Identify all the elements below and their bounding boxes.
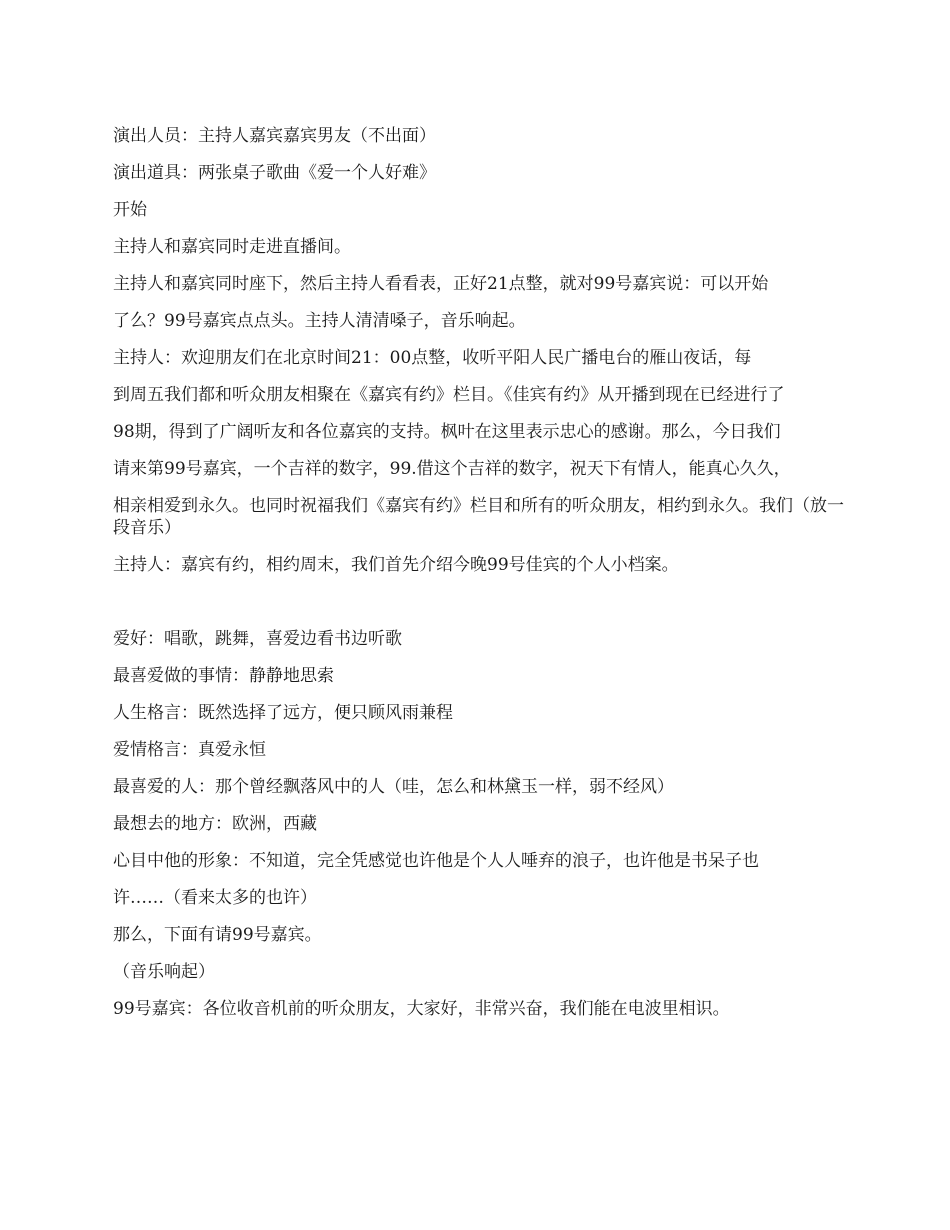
paragraph-enter-studio: 主持人和嘉宾同时走进直播间。 [113,237,351,257]
paragraph-guest-greeting: 99号嘉宾：各位收音机前的听众朋友，大家好，非常兴奋，我们能在电波里相识。 [113,999,730,1019]
paragraph-program-intro: 到周五我们都和听众朋友相聚在《嘉宾有约》栏目。《佳宾有约》从开播到现在已经进行了 [113,385,785,405]
paragraph-dream-destination: 最想去的地方：欧洲，西藏 [113,814,317,834]
paragraph-cast: 演出人员：主持人嘉宾嘉宾男友（不出面） [113,126,436,146]
paragraph-favorite-person: 最喜爱的人：那个曾经飘落风中的人（哇，怎么和林黛玉一样，弱不经风） [113,777,674,797]
paragraph-ideal-image: 心目中他的形象：不知道，完全凭感觉也许他是个人人唾弃的浪子，也许他是书呆子也 [113,851,759,871]
paragraph-profile-intro: 主持人：嘉宾有约，相约周末，我们首先介绍今晚99号佳宾的个人小档案。 [113,555,679,575]
paragraph-guest-99: 请来第99号嘉宾，一个吉祥的数字，99.借这个吉祥的数字，祝天下有情人，能真心久久， [113,459,791,479]
paragraph-sit-down: 主持人和嘉宾同时座下，然后主持人看看表，正好21点整，就对99号嘉宾说：可以开始 [113,274,769,294]
paragraph-maybe: 许……（看来太多的也许） [113,888,317,908]
paragraph-start: 开始 [113,200,147,220]
paragraph-favorite-activity: 最喜爱做的事情：静静地思索 [113,666,334,686]
paragraph-episode-count: 98期，得到了广阔听友和各位嘉宾的支持。枫叶在这里表示忠心的感谢。那么，今日我们 [113,422,781,442]
paragraph-invite-guest: 那么，下面有请99号嘉宾。 [113,925,322,945]
paragraph-music-start: 了么？99号嘉宾点点头。主持人清清嗓子，音乐响起。 [113,311,526,331]
paragraph-music-cue: （音乐响起） [113,962,215,982]
blank-line [113,591,848,613]
paragraph-host-welcome: 主持人：欢迎朋友们在北京时间21：00点整，收听平阳人民广播电台的雁山夜话，每 [113,348,752,368]
paragraph-love-motto: 爱情格言：真爱永恒 [113,740,266,760]
paragraph-hobbies: 爱好：唱歌，跳舞，喜爱边看书边听歌 [113,629,402,649]
document-body [113,125,848,1035]
paragraph-props: 演出道具：两张桌子歌曲《爱一个人好难》 [113,163,436,183]
paragraph-blessing: 相亲相爱到永久。也同时祝福我们《嘉宾有约》栏目和所有的听众朋友，相约到永久。我们（放一段音乐） [113,496,844,538]
paragraph-life-motto: 人生格言：既然选择了远方，便只顾风雨兼程 [113,703,453,723]
